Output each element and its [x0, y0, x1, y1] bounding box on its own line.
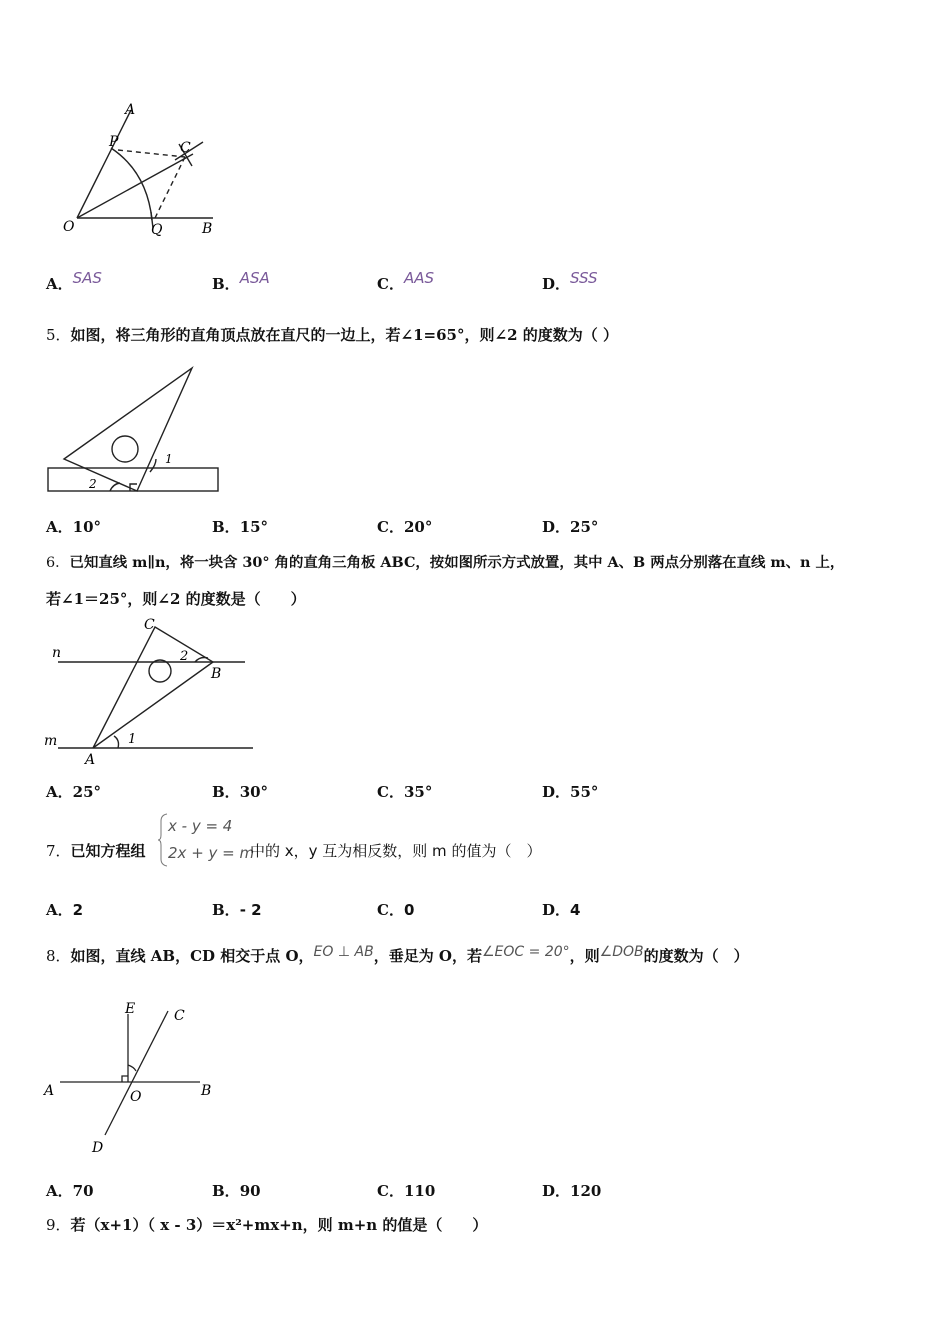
label-E: E — [125, 1001, 136, 1017]
option-text: ASA — [239, 269, 270, 287]
option-label: B． — [212, 518, 240, 536]
label-D: D — [92, 1140, 104, 1156]
label-angle-2: 2 — [180, 649, 189, 664]
q4-option-b — [212, 269, 270, 294]
q8-option-b — [212, 1180, 261, 1201]
figure-angle-bisector — [55, 100, 235, 245]
option-text: 4 — [570, 901, 581, 919]
label-m: m — [44, 733, 58, 749]
q7-option-d — [542, 899, 580, 920]
label-O: O — [63, 219, 75, 235]
figure-intersecting-lines — [40, 995, 230, 1165]
option-label: D． — [542, 901, 571, 919]
question-number: 6． — [46, 555, 70, 571]
q7-option-a — [46, 899, 83, 920]
question-text: 如图，将三角形的直角顶点放在直尺的一边上，若∠1=65°，则∠2 的度数为（ ） — [70, 326, 618, 344]
label-C: C — [144, 617, 155, 633]
question-text: 若∠1＝25°，则∠2 的度数是（ ） — [46, 590, 306, 608]
label-B: B — [201, 1083, 212, 1099]
option-text: 110 — [403, 1182, 436, 1200]
question-text: 若（x+1）（ x - 3）＝x²+mx+n，则 m+n 的值是（ ） — [70, 1216, 488, 1234]
question-text: 已知方程组 — [70, 842, 146, 860]
q6-option-d — [542, 781, 598, 802]
option-label: B． — [212, 1182, 240, 1200]
q5-option-d — [542, 516, 598, 537]
q5-option-b — [212, 516, 268, 537]
q4-option-a — [46, 269, 102, 294]
option-label: B． — [212, 275, 240, 293]
option-text: 2 — [72, 901, 84, 919]
question-6-line-2 — [46, 588, 306, 609]
option-label: C． — [377, 518, 404, 536]
figure-parallel-lines-triangle — [40, 612, 260, 772]
q5-option-a — [46, 516, 101, 537]
option-label: C． — [377, 275, 404, 293]
option-text: SSS — [570, 269, 598, 287]
label-n: n — [52, 645, 62, 661]
option-text: AAS — [403, 269, 434, 287]
question-number: 7． — [46, 842, 71, 860]
label-angle-1: 1 — [128, 732, 137, 747]
option-text: 120 — [570, 1182, 602, 1200]
question-5 — [46, 324, 618, 345]
question-8 — [46, 945, 749, 966]
option-label: A． — [46, 518, 73, 536]
label-B: B — [211, 666, 222, 682]
question-text-2: ，垂足为 O，若 — [373, 947, 482, 965]
question-text-1: 如图，直线 AB，CD 相交于点 O， — [70, 947, 314, 965]
option-label: C． — [377, 783, 404, 801]
label-Q: Q — [151, 222, 163, 238]
math-eo-perp-ab: EO ⊥ AB — [313, 944, 374, 960]
q8-option-a — [46, 1180, 94, 1201]
question-text-3: ，则 — [569, 947, 600, 965]
question-text-4: 的度数为（ ） — [643, 947, 749, 965]
option-label: A． — [46, 783, 73, 801]
option-label: D． — [542, 783, 571, 801]
question-7-post: 中的 x，y 互为相反数，则 m 的值为（ ） — [250, 842, 542, 860]
option-label: C． — [377, 1182, 404, 1200]
label-A: A — [125, 102, 136, 118]
label-P: P — [109, 134, 119, 150]
option-label: A． — [46, 275, 73, 293]
label-O: O — [130, 1089, 142, 1105]
option-text: 25° — [570, 518, 599, 536]
option-text: 70 — [72, 1182, 94, 1200]
question-6-line-1 — [46, 551, 844, 572]
option-label: A． — [46, 901, 73, 919]
q5-option-c — [377, 516, 432, 537]
option-text: 15° — [239, 518, 269, 536]
option-text: SAS — [72, 269, 102, 287]
q6-option-a — [46, 781, 101, 802]
question-number: 9． — [46, 1216, 71, 1234]
math-angle-dob: ∠DOB — [599, 944, 644, 960]
question-7-pre — [46, 840, 146, 861]
option-label: B． — [212, 901, 240, 919]
label-A: A — [44, 1083, 55, 1099]
option-text: - 2 — [239, 901, 262, 919]
label-C: C — [174, 1008, 185, 1024]
q4-option-d — [542, 269, 598, 294]
q8-option-c — [377, 1180, 435, 1201]
label-C: C — [180, 140, 191, 156]
question-number: 5． — [46, 326, 71, 344]
option-text: 25° — [72, 783, 102, 801]
question-number: 8． — [46, 947, 71, 965]
option-label: D． — [542, 275, 571, 293]
q7-option-b — [212, 899, 262, 920]
option-text: 10° — [72, 518, 102, 536]
label-angle-1: 1 — [165, 452, 173, 466]
option-label: D． — [542, 518, 571, 536]
figure-triangle-ruler — [40, 360, 230, 500]
math-angle-eoc: ∠EOC = 20° — [482, 944, 570, 960]
q4-option-c — [377, 269, 434, 294]
brace-icon — [158, 813, 168, 867]
question-text: 已知直线 m∥n，将一块含 30° 角的直角三角板 ABC，按如图所示方式放置，其中 A、B 两点分别落在直线 m、n 上， — [69, 554, 845, 571]
question-9 — [46, 1214, 487, 1235]
option-text: 20° — [403, 518, 433, 536]
q6-option-c — [377, 781, 432, 802]
equation-2: 2x + y = m — [168, 844, 255, 862]
option-label: C． — [377, 901, 404, 919]
option-label: B． — [212, 783, 240, 801]
q7-option-c — [377, 899, 414, 920]
label-B: B — [202, 221, 213, 237]
equation-1: x - y = 4 — [168, 817, 233, 835]
label-A: A — [85, 752, 96, 768]
option-text: 55° — [570, 783, 599, 801]
label-angle-2: 2 — [89, 477, 97, 491]
option-text: 0 — [403, 901, 415, 919]
q8-option-d — [542, 1180, 601, 1201]
option-text: 90 — [239, 1182, 261, 1200]
option-text: 30° — [239, 783, 269, 801]
option-label: D． — [542, 1182, 571, 1200]
option-label: A． — [46, 1182, 73, 1200]
option-text: 35° — [403, 783, 433, 801]
q6-option-b — [212, 781, 268, 802]
